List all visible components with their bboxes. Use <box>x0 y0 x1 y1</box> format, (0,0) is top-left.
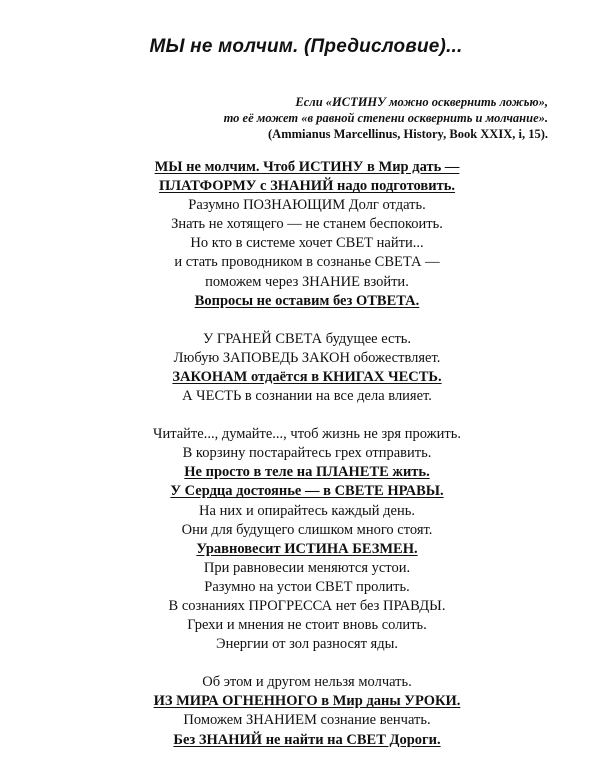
poem-line: На них и опирайтесь каждый день. <box>199 502 415 519</box>
poem-line: Разумно на устои СВЕТ пролить. <box>204 578 410 595</box>
poem-stanza <box>14 425 600 654</box>
poem-line-emphasized: Без ЗНАНИЙ не найти на СВЕТ Дороги. <box>173 731 441 748</box>
poem-line: Грехи и мнения не стоит вновь солить. <box>187 617 427 634</box>
poem-line: Поможем ЗНАНИЕМ сознание венчать. <box>183 712 431 729</box>
poem-line: Любую ЗАПОВЕДЬ ЗАКОН обожествляет. <box>173 349 441 366</box>
poem-line-emphasized: Вопросы не оставим без ОТВЕТА. <box>194 292 420 309</box>
poem-line-emphasized: ИЗ МИРА ОГНЕННОГО в Мир даны УРОКИ. <box>153 693 461 710</box>
poem-line: поможем через ЗНАНИЕ взойти. <box>205 273 409 290</box>
poem-line: При равновесии меняются устои. <box>203 559 411 576</box>
epigraph-line: Если «ИСТИНУ можно осквернить ложью», <box>295 95 548 109</box>
poem-line: Но кто в системе хочет СВЕТ найти... <box>190 235 424 252</box>
poem-line: Они для будущего слишком много стоят. <box>181 521 433 538</box>
poem-line: Читайте..., думайте..., чтоб жизнь не зря прожить. <box>153 426 461 443</box>
poem-line: А ЧЕСТЬ в сознании на все дела влияет. <box>182 388 432 405</box>
poem-line: В корзину постарайтесь грех отправить. <box>182 445 432 462</box>
poem-stanza <box>14 673 600 749</box>
poem-line-emphasized: ЗАКОНАМ отдаётся в КНИГАХ ЧЕСТЬ. <box>172 368 442 385</box>
poem-stanza <box>14 158 600 311</box>
poem-line-emphasized: МЫ не молчим. Чтоб ИСТИНУ в Мир дать — <box>154 159 460 175</box>
poem-stanza <box>14 330 600 406</box>
poem-line-emphasized: Не просто в теле на ПЛАНЕТЕ жить. <box>184 464 430 481</box>
poem-line: Об этом и другом нельзя молчать. <box>202 674 412 691</box>
poem-line: и стать проводником в сознанье СВЕТА — <box>174 254 440 271</box>
poem-line: В сознаниях ПРОГРЕССА нет без ПРАВДЫ. <box>168 597 446 614</box>
epigraph-source: (Ammianus Marcellinus, History, Book XXIX, i, 15). <box>268 127 548 141</box>
poem-line-emphasized: Уравновесит ИСТИНА БЕЗМЕН. <box>196 540 418 557</box>
poem-line-emphasized: У Сердца достоянье — в СВЕТЕ НРАВЫ. <box>170 483 444 500</box>
poem-line: Энергии от зол разносят яды. <box>216 636 398 653</box>
poem-line: У ГРАНЕЙ СВЕТА будущее есть. <box>202 330 412 347</box>
poem-line: Разумно ПОЗНАЮЩИМ Долг отдать. <box>188 197 426 214</box>
poem-body <box>0 158 600 769</box>
page-title: МЫ не молчим. (Предисловие)... <box>149 36 463 57</box>
epigraph-line: то её может «в равной степени осквернить и молчание». <box>223 111 548 125</box>
poem-line: Знать не хотящего — не станем беспокоить. <box>171 216 443 233</box>
poem-line-emphasized: ПЛАТФОРМУ с ЗНАНИЙ надо подготовить. <box>158 178 456 195</box>
epigraph <box>224 94 548 142</box>
